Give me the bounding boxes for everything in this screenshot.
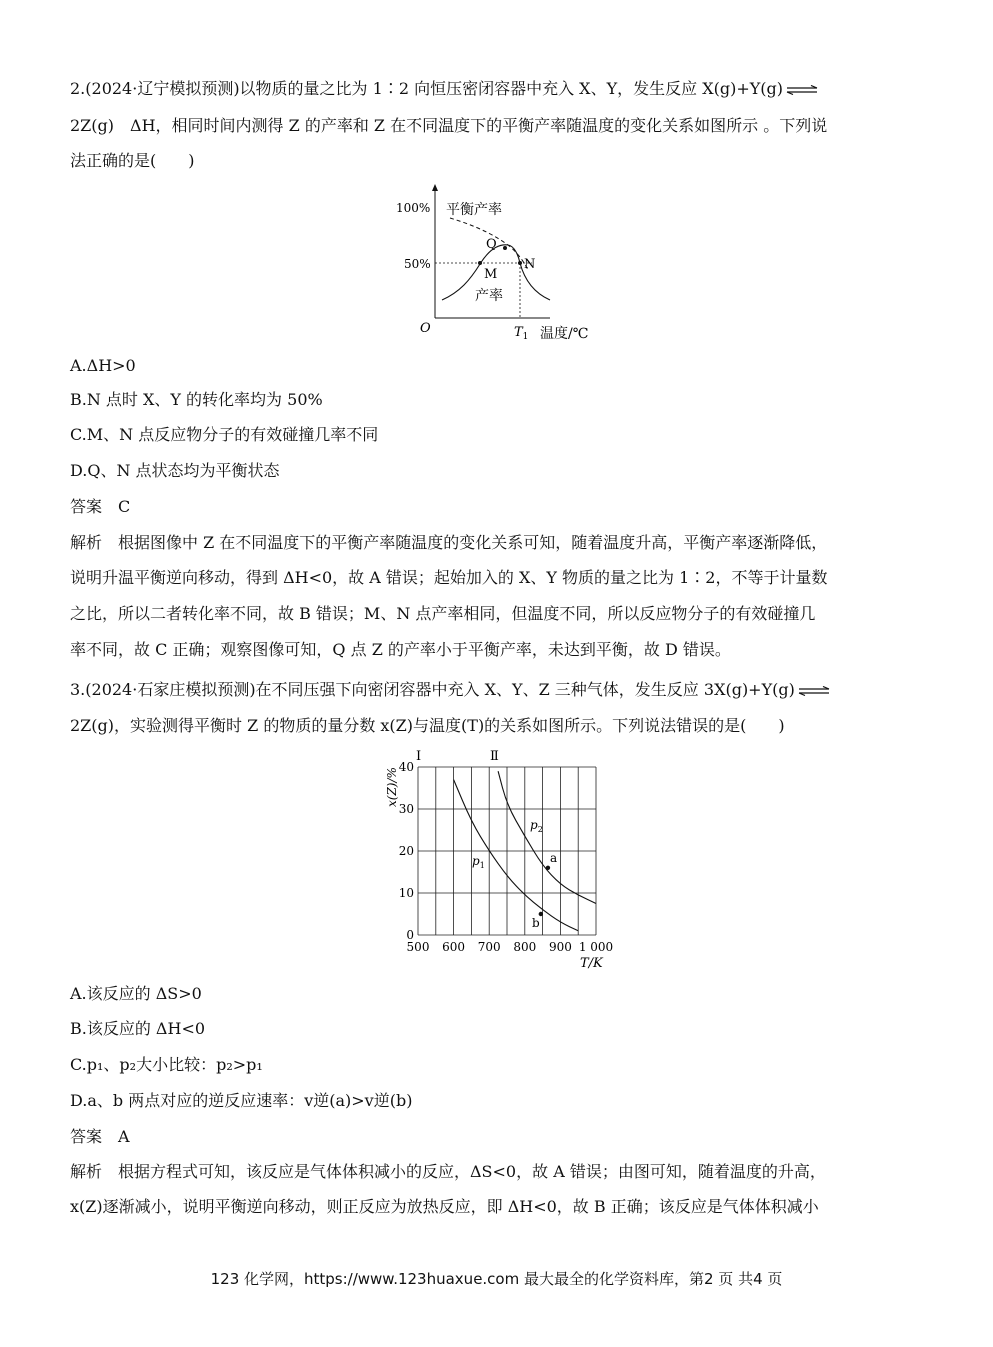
q3-answer: 答案 A [70,1127,130,1146]
q2-stem-line2: 2Z(g) ΔH，相同时间内测得 Z 的产率和 Z 在不同温度下的平衡产率随温度的变化关系如图所示 。下列说 [70,116,828,135]
page-footer: 123 化学网，https://www.123huaxue.com 最大最全的化学资料库，第2 页 共4 页 [210,1270,783,1288]
q3-x-axis-label: T/K [580,956,603,971]
q2-label-50: 50% [404,257,431,271]
y-tick-label: 30 [398,802,414,816]
q2-stem-line1: 2.(2024·辽宁模拟预测)以物质的量之比为 1∶2 向恒压密闭容器中充入 X、Y，发生反应 X(g)+Y(g) [70,79,819,99]
x-tick-label: 700 [477,940,501,954]
q2-figure [390,180,610,345]
q2-stem-line3: 法正确的是( ) [70,151,195,170]
q3-option-d: D.a、b 两点对应的逆反应速率：v逆(a)>v逆(b) [70,1091,413,1110]
q2-label-q: Q [486,237,497,252]
q2-point-q [503,246,507,250]
q2-label-xaxis: 温度/℃ [540,326,589,342]
q3-label-b: b [532,916,540,930]
data-point-a [546,866,550,870]
q3-label-p2: $p_2$ [530,818,543,834]
y-tick-label: 10 [398,886,414,900]
x-tick-label: 900 [548,940,572,954]
series-line-p2 [498,771,596,903]
q2-label-100: 100% [396,201,431,215]
q3-label-curve2: Ⅱ [490,749,499,764]
q3-y-axis-label: x(Z)/% [385,767,399,807]
q2-label-m: M [484,267,498,282]
y-tick-label: 20 [398,844,414,858]
q3-label-a: a [550,851,558,865]
q3-analysis-line2: x(Z)逐渐减小，说明平衡逆向移动，则正反应为放热反应，即 ΔH<0，故 B 正确；该反应是气体体积减小 [70,1197,819,1216]
q2-answer: 答案 C [70,497,131,516]
q2-point-n [518,261,522,265]
q3-stem-line2: 2Z(g)，实验测得平衡时 Z 的物质的量分数 x(Z)与温度(T)的关系如图所示。下列说法错误的是( ) [70,716,785,735]
q3-label-p1: $p_1$ [472,854,485,870]
q3-figure [380,745,630,973]
y-tick-label: 40 [398,760,414,774]
q2-option-c: C.M、N 点反应物分子的有效碰撞几率不同 [70,425,379,444]
equilibrium-arrow-icon [785,85,819,95]
data-point-b [539,912,543,916]
q2-option-b: B.N 点时 X、Y 的转化率均为 50% [70,390,323,409]
equilibrium-arrow-icon [797,686,831,696]
q3-option-c: C.p₁、p₂大小比较：p₂>p₁ [70,1055,263,1074]
q2-option-d: D.Q、N 点状态均为平衡状态 [70,461,280,480]
q2-option-a: A.ΔH>0 [70,356,136,375]
x-tick-label: 600 [442,940,466,954]
x-tick-label: 800 [513,940,537,954]
q2-label-t1: $T_1$ [514,325,529,342]
q2-label-origin: O [420,321,431,336]
q3-label-curve1: I [416,749,422,764]
q3-option-a: A.该反应的 ΔS>0 [70,984,202,1003]
q2-label-eq: 平衡产率 [446,202,502,218]
q2-point-m [478,261,482,265]
y-tick-label: 0 [406,928,414,942]
q2-analysis-line4: 率不同，故 C 正确；观察图像可知，Q 点 Z 的产率小于平衡产率，未达到平衡，故 D 错误。 [70,640,731,659]
q2-analysis-line1: 解析 根据图像中 Z 在不同温度下的平衡产率随温度的变化关系可知，随着温度升高，平衡产率逐渐降低， [70,533,828,552]
q2-label-yield: 产率 [475,288,503,304]
x-tick-label: 1 000 [578,940,614,954]
q2-analysis-line3: 之比，所以二者转化率不同，故 B 错误；M、N 点产率相同，但温度不同，所以反应物分子的有效碰撞几 [70,604,816,623]
q2-analysis-line2: 说明升温平衡逆向移动，得到 ΔH<0，故 A 错误；起始加入的 X、Y 物质的量之比为 1∶2，不等于计量数 [70,568,828,587]
q3-grid [418,767,596,935]
q3-option-b: B.该反应的 ΔH<0 [70,1019,206,1038]
q2-label-n: N [524,257,536,272]
q2-y-axis-arrow [432,184,438,191]
q3-ticks [399,760,613,954]
x-tick-label: 500 [406,940,430,954]
q3-stem-line1: 3.(2024·石家庄模拟预测)在不同压强下向密闭容器中充入 X、Y、Z 三种气体，发生反应 3X(g)+Y(g) [70,680,831,700]
q3-analysis-line1: 解析 根据方程式可知，该反应是气体体积减小的反应，ΔS<0，故 A 错误；由图可知，随着温度的升高， [70,1162,826,1181]
